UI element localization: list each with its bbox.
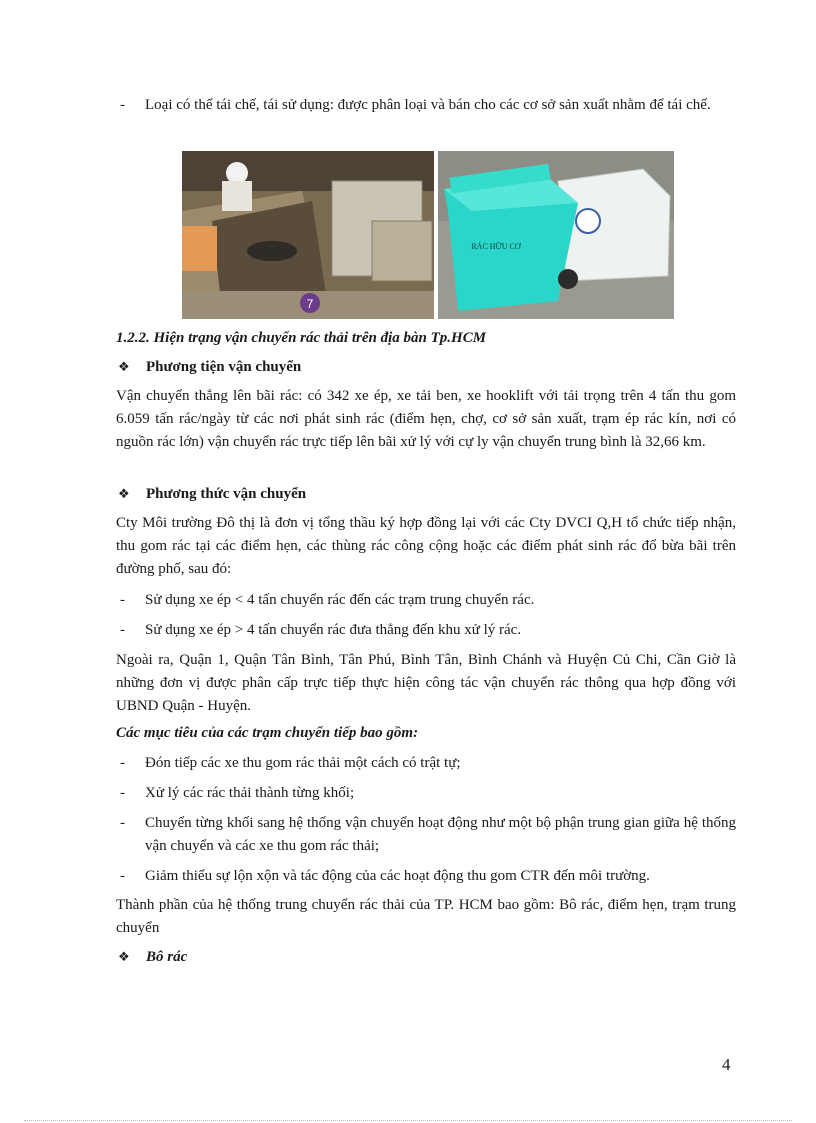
page-bottom-divider [24, 1120, 792, 1121]
list-item: Sử dụng xe ép < 4 tấn chuyển rác đến các trạm trung chuyển rác. [145, 592, 535, 608]
subsection-title-bins: Bô rác [146, 949, 188, 965]
list-item: Sử dụng xe ép > 4 tấn chuyển rác đưa thẳng đến khu xử lý rác. [145, 622, 522, 638]
list-dash: - [120, 622, 125, 638]
list-dash: - [120, 815, 125, 831]
districts-paragraph: Ngoài ra, Quận 1, Quận Tân Bình, Tân Phú, Bình Tân, Bình Chánh và Huyện Củ Chi, Cần Giờ là những đơn vị được phân cấp trực tiếp thực hiện công tác vận chuyển rác thông qua hợp đồng với UBND Quận - Huyện. [116, 652, 736, 714]
waste-bins-illustration [438, 151, 674, 319]
intro-text: Loại có thể tái chế, tái sử dụng: được phân loại và bán cho các cơ sở sản xuất nhằm để tái chế. [145, 97, 711, 113]
diamond-bullet-icon: ❖ [118, 487, 130, 502]
list-dash: - [120, 868, 125, 884]
list-dash: - [120, 97, 125, 113]
subsection-title-vehicles: Phương tiện vận chuyển [146, 359, 302, 375]
components-paragraph: Thành phần của hệ thống trung chuyển rác thải của TP. HCM bao gồm: Bô rác, điểm hẹn, trạm trung chuyển [116, 897, 736, 936]
photo-badge: 7 [306, 297, 314, 311]
list-dash: - [120, 592, 125, 608]
list-item: Giảm thiểu sự lộn xộn và tác động của các hoạt động thu gom CTR đến môi trường. [145, 868, 650, 884]
list-item: Chuyển từng khối sang hệ thống vận chuyển hoạt động như một bộ phận trung gian giữa hệ thống vận chuyển và các xe thu gom rác thải; [145, 815, 736, 854]
methods-paragraph: Cty Môi trường Đô thị là đơn vị tổng thầu ký hợp đồng lại với các Cty DVCI Q,H tổ chức tiếp nhận, thu gom rác tại các điểm hẹn, các thùng rác công cộng hoặc các điểm phát sinh rác đổ bừa bãi trên đường phố, sau đó: [116, 515, 736, 577]
list-dash: - [120, 785, 125, 801]
list-dash: - [120, 755, 125, 771]
subsection-title-methods: Phương thức vận chuyển [146, 486, 307, 502]
diamond-bullet-icon: ❖ [118, 950, 130, 965]
sorting-line-photo [182, 151, 434, 319]
list-item: Đón tiếp các xe thu gom rác thải một cách có trật tự; [145, 755, 461, 771]
sorting-line-illustration [182, 151, 434, 319]
list-item: Xử lý các rác thải thành từng khối; [145, 785, 355, 801]
bin-label: RÁC HỮU CƠ [471, 242, 521, 251]
page-number: 4 [722, 1055, 731, 1074]
section-heading: 1.2.2. Hiện trạng vận chuyển rác thải trên địa bàn Tp.HCM [116, 330, 487, 346]
objectives-heading: Các mục tiêu của các trạm chuyển tiếp bao gồm: [116, 725, 419, 741]
waste-bins-photo [438, 151, 674, 319]
diamond-bullet-icon: ❖ [118, 360, 130, 375]
vehicles-paragraph: Vận chuyển thẳng lên bãi rác: có 342 xe ép, xe tải ben, xe hooklift với tải trọng trên 4 tấn thu gom 6.059 tấn rác/ngày từ các nơi phát sinh rác (điểm hẹn, chợ, cơ sở sản xuất, trạm ép rác kín, nơi có nguồn rác lớn) vận chuyển rác trực tiếp lên bãi xử lý với cự ly vận chuyển trung bình là 32,66 km. [116, 388, 736, 450]
